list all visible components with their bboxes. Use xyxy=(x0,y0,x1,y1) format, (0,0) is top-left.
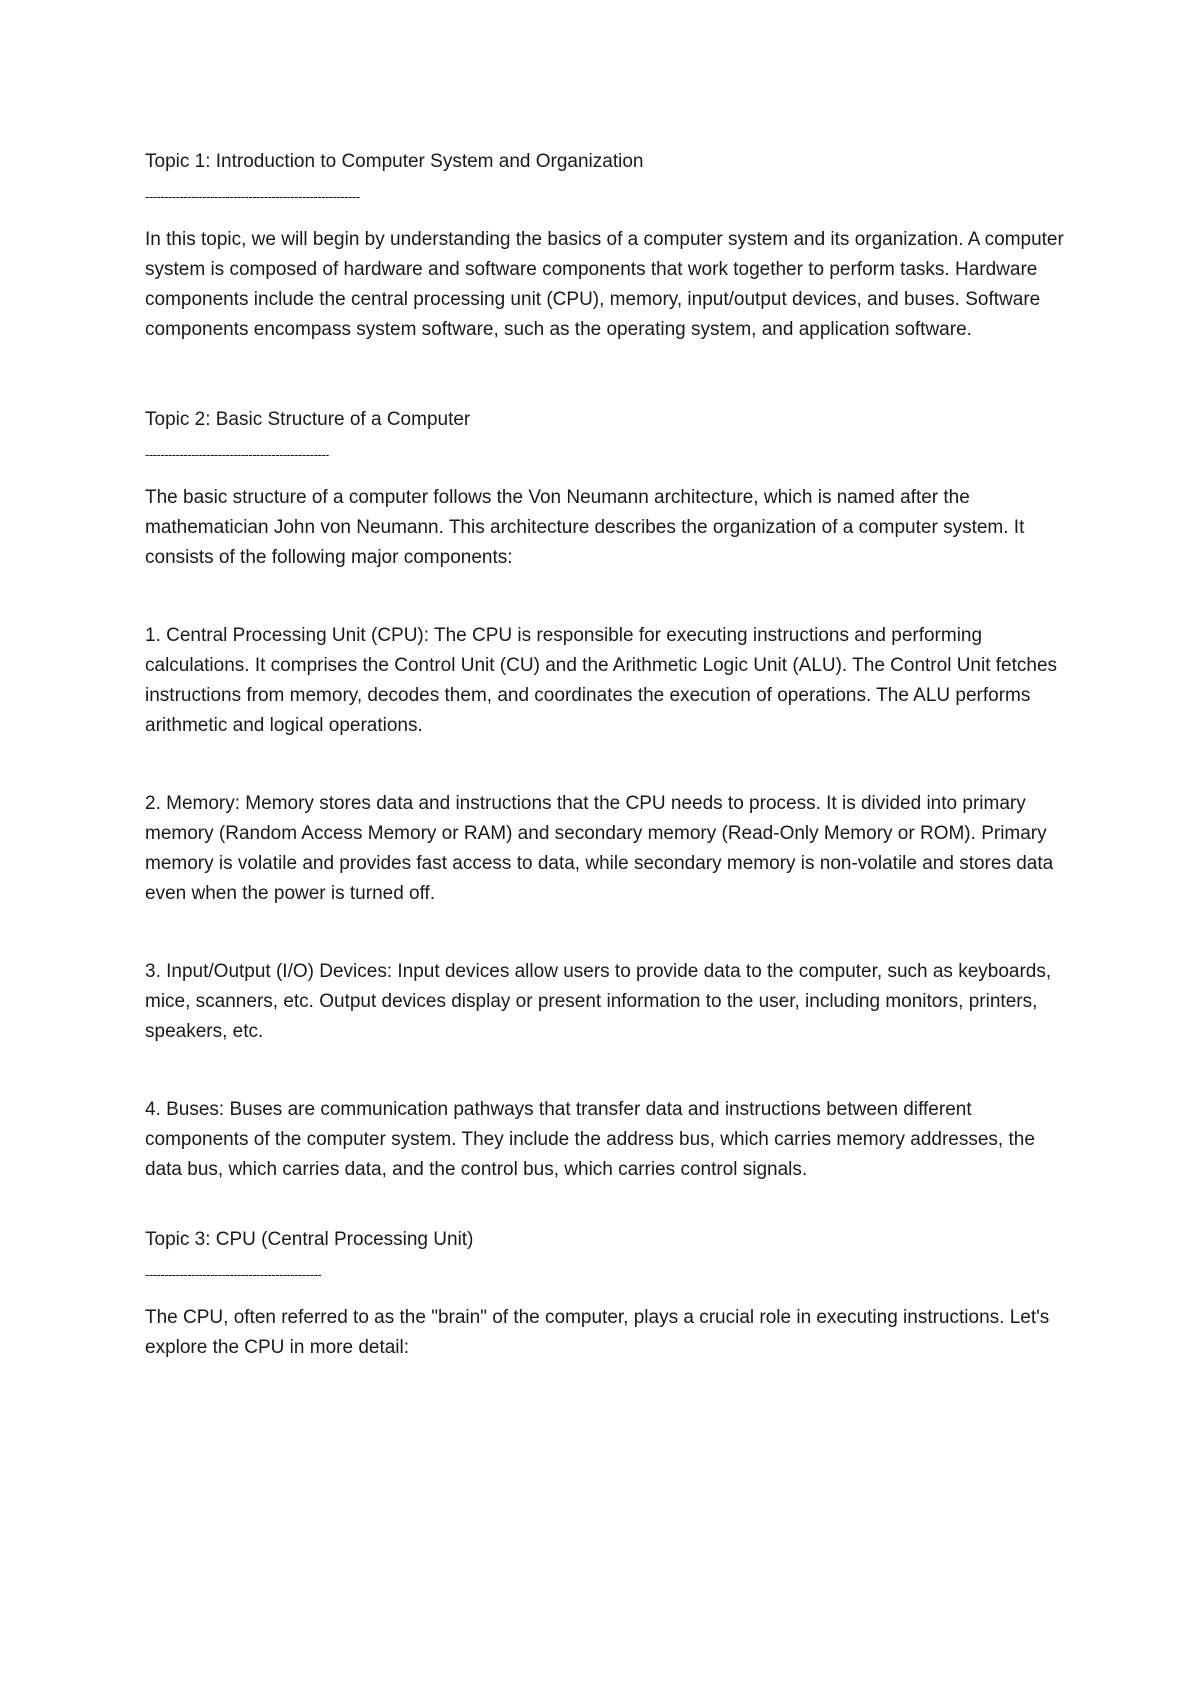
topic-1-paragraph: In this topic, we will begin by understanding the basics of a computer system and its organization. A computer system is composed of hardware and software components that work together to perform tasks. Hardware components include the central processing unit (CPU), memory, input/output devices, and buses. Software components encompass system software, such as the operating system, and application software. xyxy=(145,229,1064,340)
topic-2-rule: ------------------------------------------------ xyxy=(145,447,329,462)
topic-3-heading: Topic 3: CPU (Central Processing Unit) xyxy=(145,1229,474,1250)
topic-2-heading: Topic 2: Basic Structure of a Computer xyxy=(145,409,471,430)
topic-3-paragraph: The CPU, often referred to as the "brain" of the computer, plays a crucial role in executing instructions. Let's explore the CPU in more detail: xyxy=(145,1307,1050,1358)
topic-3-rule: ---------------------------------------------- xyxy=(145,1267,322,1282)
topic-2-item-buses: 4. Buses: Buses are communication pathways that transfer data and instructions between different components of the computer system. They include the address bus, which carries memory addresses, the data bus, which carries data, and the control bus, which carries control signals. xyxy=(145,1099,1035,1180)
topic-2-item-cpu: 1. Central Processing Unit (CPU): The CPU is responsible for executing instructions and performing calculations. It comprises the Control Unit (CU) and the Arithmetic Logic Unit (ALU). The Control Unit fetches instructions from memory, decodes them, and coordinates the execution of operations. The ALU performs arithmetic and logical operations. xyxy=(145,625,1058,736)
document-page xyxy=(145,147,1065,1363)
topic-2-item-memory: 2. Memory: Memory stores data and instructions that the CPU needs to process. It is divided into primary memory (Random Access Memory or RAM) and secondary memory (Read-Only Memory or ROM). Primary memory is volatile and provides fast access to data, while secondary memory is non-volatile and stores data even when the power is turned off. xyxy=(145,793,1054,904)
topic-1-heading: Topic 1: Introduction to Computer System and Organization xyxy=(145,151,644,172)
topic-2-item-io-devices: 3. Input/Output (I/O) Devices: Input devices allow users to provide data to the computer, such as keyboards, mice, scanners, etc. Output devices display or present information to the user, including monitors, printers, speakers, etc. xyxy=(145,961,1052,1042)
topic-1-rule: -------------------------------------------------------- xyxy=(145,189,360,204)
topic-2-intro-paragraph: The basic structure of a computer follows the Von Neumann architecture, which is named after the mathematician John von Neumann. This architecture describes the organization of a computer system. It consists of the following major components: xyxy=(145,487,1025,568)
